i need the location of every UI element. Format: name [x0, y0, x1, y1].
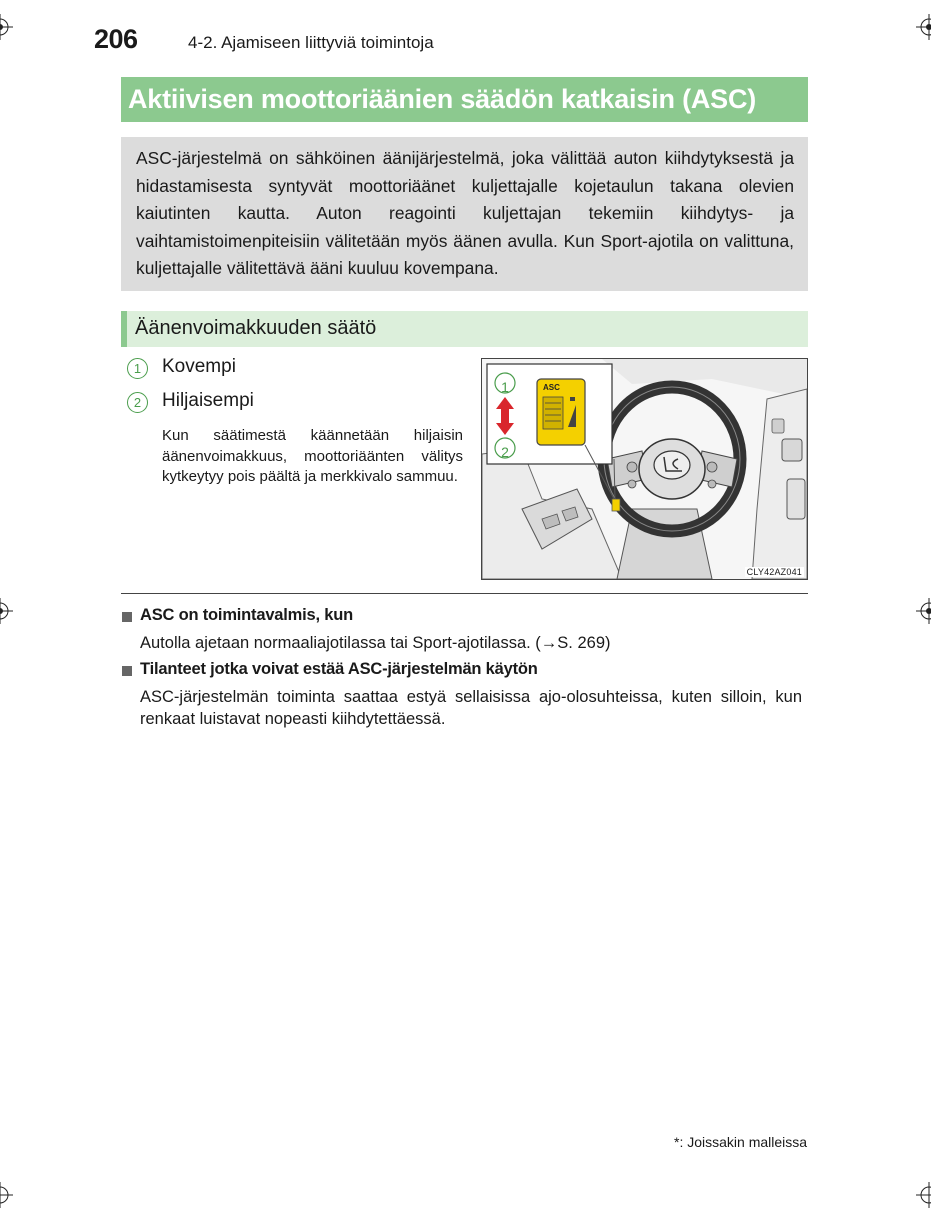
square-bullet-icon [122, 612, 132, 622]
divider [121, 593, 808, 594]
intro-box [121, 137, 808, 291]
callout-number-2: 2 [501, 444, 509, 460]
callout-number-1: 1 [501, 379, 509, 395]
registration-mark-icon [0, 1182, 13, 1208]
number-badge: 2 [127, 392, 148, 413]
subheading-bar [121, 311, 808, 347]
volume-note: Kun säätimestä käännetään hiljaisin äänenvoimakkuus, moottoriäänten välitys kytkeytyy pois päältä ja merkkivalo sammuu. [162, 427, 463, 485]
section-title: Aktiivisen moottoriäänien säädön katkaisin (ASC) [128, 84, 757, 114]
list-item-label: Kovempi [162, 356, 236, 377]
square-bullet-icon [122, 666, 132, 676]
section-title-bar [121, 77, 808, 122]
note-body: Autolla ajetaan normaaliajotilassa tai Sport-ajotilassa. (→S. 269) [140, 634, 611, 652]
chapter-title: 4-2. Ajamiseen liittyviä toimintoja [188, 33, 434, 52]
registration-mark-icon [916, 1182, 931, 1208]
number-badge: 1 [127, 358, 148, 379]
page-number: 206 [94, 24, 138, 54]
registration-mark-icon [0, 14, 13, 40]
subheading: Äänenvoimakkuuden säätö [135, 317, 377, 339]
list-item-label: Hiljaisempi [162, 390, 254, 411]
switch-label: ASC [543, 383, 560, 392]
note-body: ASC-järjestelmän toiminta saattaa estyä sellaisissa ajo-olosuhteissa, kuten silloin, kun renkaat luistavat nopeasti kiihdytettäessä. [140, 688, 802, 728]
registration-mark-icon [0, 598, 13, 624]
figure-code: CLY42AZ041 [746, 567, 802, 577]
steering-wheel-figure [481, 358, 808, 580]
intro-text: ASC-järjestelmä on sähköinen äänijärjestelmä, joka välittää auton kiihdytyksestä ja hidastamisesta syntyvät moottoriäänet kuljettajalle kojetaulun takana olevien kaiutinten kautta. Auton reagointi kuljettajan tekemiin kiihdytys- ja vaihtamistoimenpiteisiin välitetään myös äänen avulla. Kun Sport-ajotila on valittuna, kuljettajalle välitettävä ääni kuuluu kovempana. [136, 148, 794, 278]
footnote: *: Joissakin malleissa [674, 1134, 808, 1150]
dashboard-illustration [482, 359, 807, 579]
note-heading: ASC on toimintavalmis, kun [140, 606, 353, 624]
registration-mark-icon [916, 598, 931, 624]
registration-mark-icon [916, 14, 931, 40]
note-heading: Tilanteet jotka voivat estää ASC-järjestelmän käytön [140, 660, 538, 678]
